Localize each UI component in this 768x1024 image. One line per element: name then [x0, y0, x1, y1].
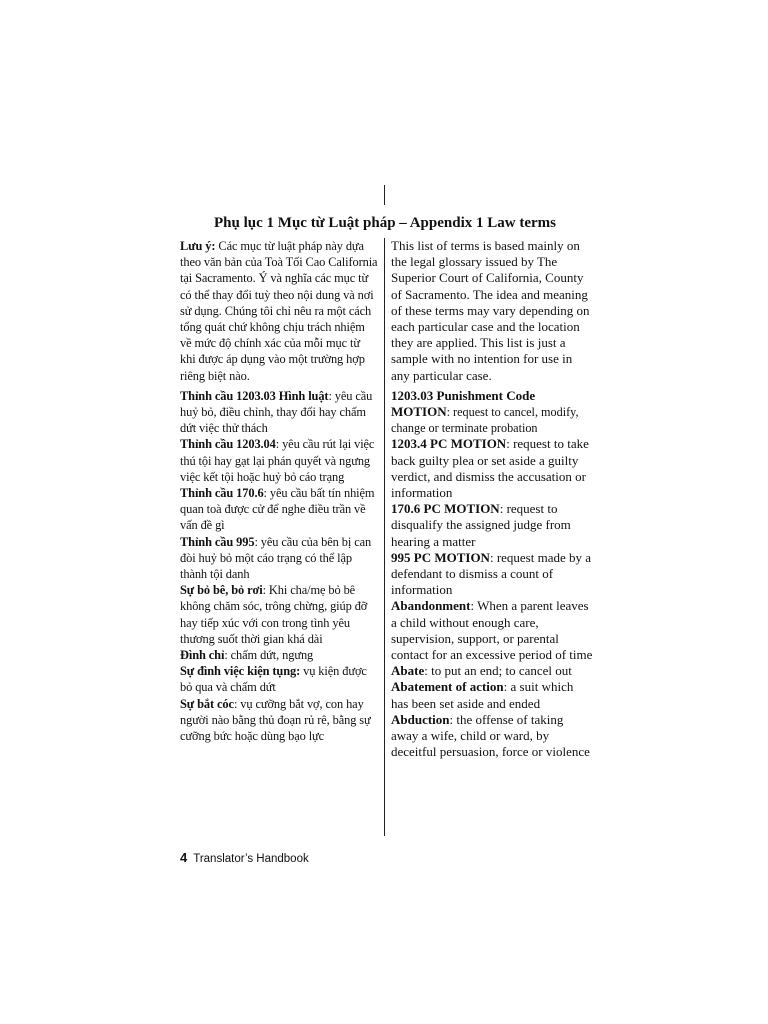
list-item [180, 534, 378, 583]
en-entries [391, 388, 593, 761]
definition: : yêu cầu bất tín nhiệm quan toà được cử để nghe điều trần về vấn đề gì [180, 486, 375, 533]
page-number: 4 [180, 850, 188, 865]
term: Abandonment [391, 598, 471, 614]
definition: : chấm dứt, ngưng [224, 648, 314, 663]
definition: : a suit which has been set aside and ended [391, 679, 574, 711]
term: Thỉnh cầu 995 [180, 534, 255, 549]
term: 1203.03 Punishment Code [391, 387, 536, 403]
intro-paragraph: This list of terms is based mainly on the legal glossary issued by The Superior Court of California, County of Sacramento. The idea and meaning of these terms may vary depending on each particular case and the location they are applied. This list is just a sample with no intention for use in any particular case. [391, 238, 590, 383]
list-item [391, 436, 593, 501]
english-column [391, 238, 593, 761]
list-item [180, 696, 378, 745]
header-rule [384, 185, 385, 205]
page-footer [180, 850, 309, 865]
list-item [180, 582, 378, 647]
term: Abduction [391, 711, 450, 727]
definition: : yêu cầu huỷ bỏ, điều chỉnh, thay đổi hay chấm dứt việc thử thách [180, 388, 373, 436]
list-item [180, 436, 378, 485]
list-item [391, 712, 593, 761]
definition: : When a parent leaves a child without enough care, supervision, support, or parental contact for an excessive period of time [391, 598, 593, 663]
list-item [180, 485, 378, 534]
definition: : vụ cưỡng bắt vợ, con hay người nào bằng thủ đoạn rủ rê, bằng sự cưỡng bức hoặc dùng bạo lực [180, 696, 371, 744]
definition: : request to disqualify the assigned judge from hearing a matter [391, 501, 571, 549]
list-item [391, 598, 593, 663]
term: Sự đình việc kiện tụng: [180, 664, 301, 679]
list-item [391, 550, 593, 599]
definition: vụ kiện được bỏ qua và chấm dứt [180, 664, 367, 695]
column-divider [384, 238, 385, 836]
note-text: Các mục từ luật pháp này dựa theo văn bản của Toà Tối Cao California tại Sacramento. Ý và nghĩa các mục từ có thể thay đổi tuỳ theo nội dung và nơi sử dụng. Chúng tôi chỉ nêu ra một cách tổng quát chứ không chịu trách nhiệm về mức độ chính xác của mỗi mục từ khi được áp dụng vào một trường hợp riêng biệt nào. [180, 239, 378, 383]
list-item [391, 663, 593, 679]
vietnamese-column [180, 238, 378, 744]
definition: : request to cancel, modify, change or terminate probation [391, 405, 579, 436]
note-label: Lưu ý: [180, 239, 216, 253]
term: Thỉnh cầu 1203.04 [180, 437, 276, 452]
vi-entries [180, 388, 378, 744]
term: Đình chỉ [180, 648, 225, 663]
list-item [180, 663, 378, 695]
term: 1203.4 PC MOTION [391, 436, 507, 452]
list-item [180, 388, 378, 437]
term: Sự bắt cóc [180, 696, 234, 711]
definition: : the offense of taking away a wife, child or ward, by deceitful persuasion, force or violence [391, 711, 590, 760]
definition: : to put an end; to cancel out [424, 663, 572, 679]
list-item [180, 647, 378, 663]
term: Abatement of action [391, 679, 504, 695]
page-title: Phụ lục 1 Mục từ Luật pháp – Appendix 1 Law terms [214, 215, 556, 231]
term: MOTION [391, 404, 447, 420]
term: 170.6 PC MOTION [391, 501, 500, 517]
note-paragraph [180, 238, 378, 384]
definition: : request made by a defendant to dismiss a count of information [391, 549, 592, 598]
term: Thỉnh cầu 170.6 [180, 486, 264, 501]
list-item [391, 501, 593, 550]
definition: : yêu cầu của bên bị can đòi huỷ bỏ một cáo trạng có thể lập thành tội danh [180, 534, 372, 582]
list-item [391, 388, 593, 437]
term: 995 PC MOTION [391, 549, 490, 565]
list-item [391, 679, 593, 711]
term: Thỉnh cầu 1203.03 Hình luật [180, 388, 329, 403]
term: Abate [391, 663, 425, 679]
term: Sự bỏ bê, bỏ rơi [180, 583, 263, 598]
book-title: Translator’s Handbook [193, 853, 309, 865]
definition: : request to take back guilty plea or set aside a guilty verdict, and dismiss the accusation or information [391, 436, 589, 501]
definition: : yêu cầu rút lại việc thú tội hay gạt lại phán quyết và ngưng việc kết tội hoặc huỷ bỏ cáo trạng [180, 437, 375, 484]
definition: : Khi cha/mẹ bỏ bê không chăm sóc, trông chừng, giúp đỡ hay tiếp xúc với con trong tình yêu thương suốt thời gian khá dài [180, 583, 368, 646]
